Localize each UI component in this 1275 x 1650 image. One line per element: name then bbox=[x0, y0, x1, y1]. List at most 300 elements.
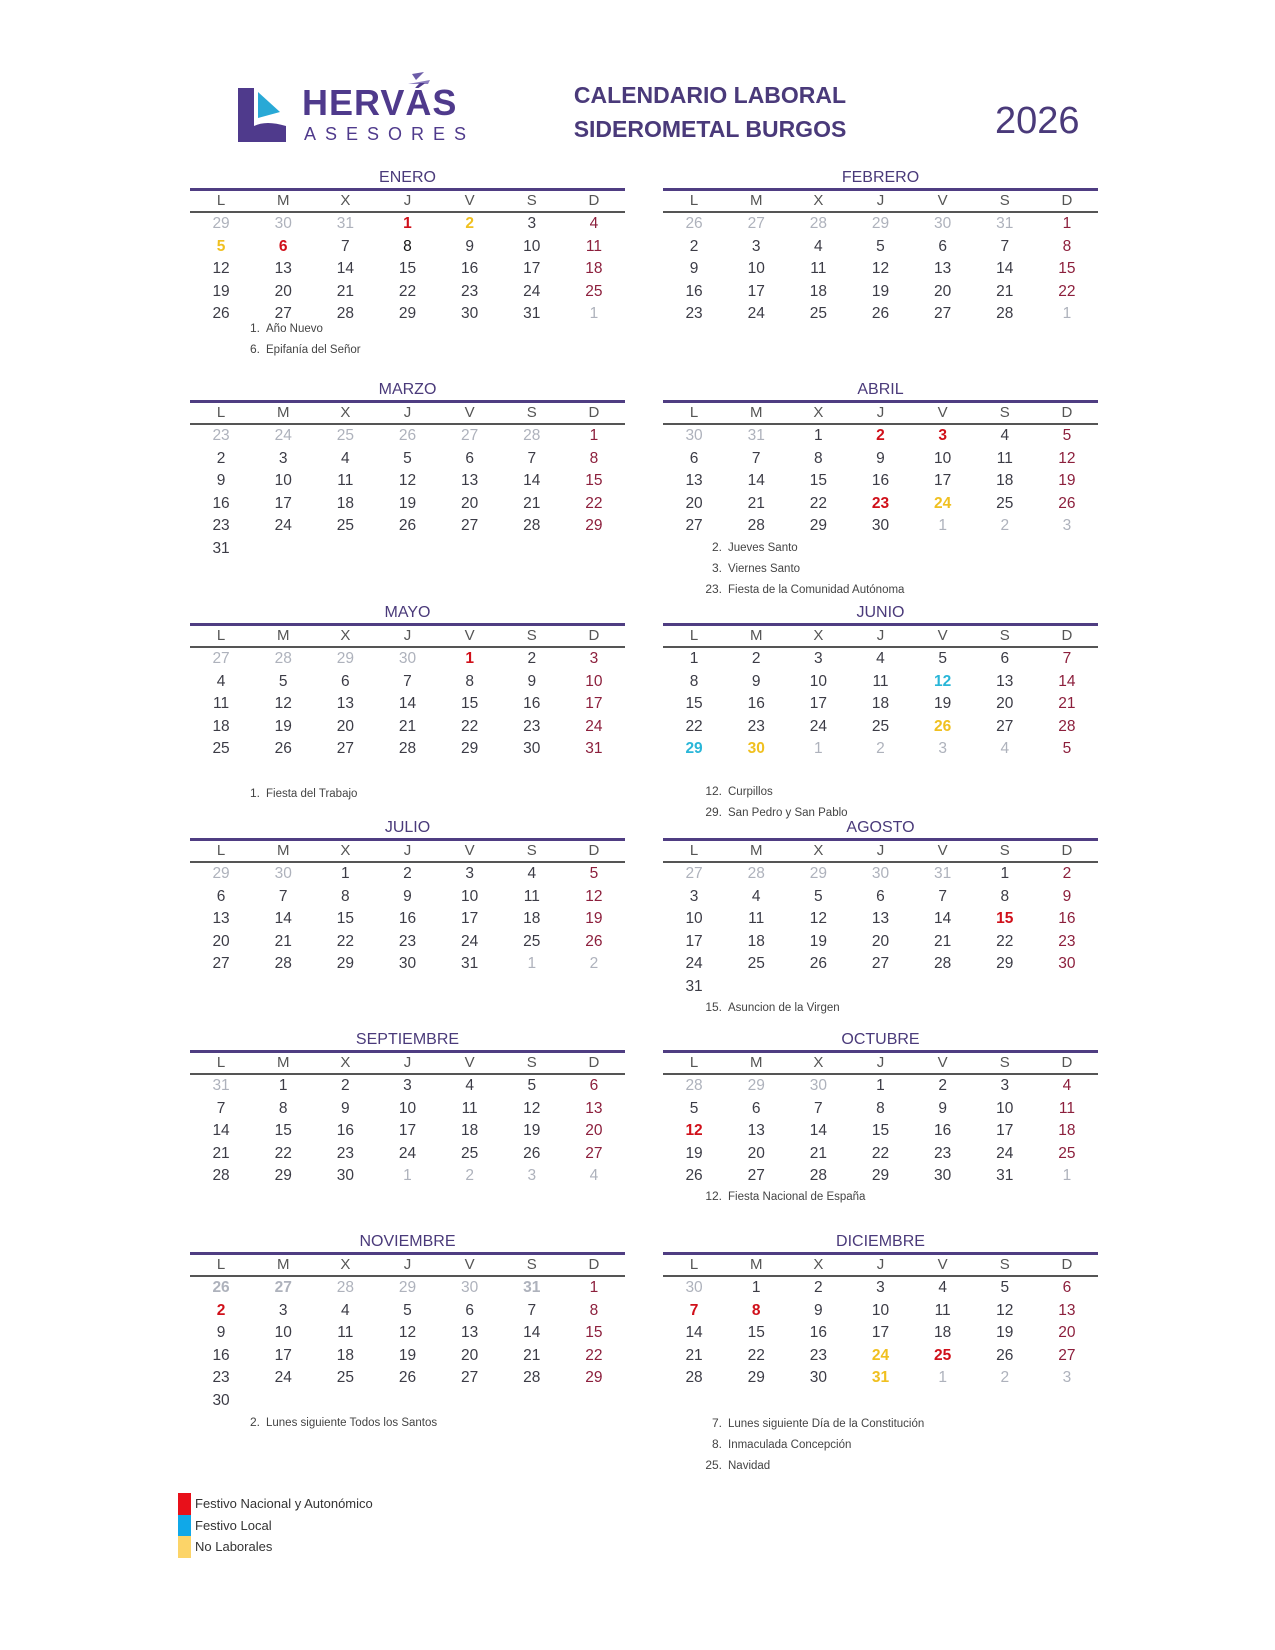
day-cell: 18 bbox=[336, 1346, 354, 1364]
day-cell: 26 bbox=[398, 427, 417, 444]
day-cell: 22 bbox=[871, 1144, 890, 1162]
day-cell: 5 bbox=[876, 237, 885, 255]
week-row bbox=[663, 281, 1098, 304]
day-cell: 11 bbox=[461, 1099, 478, 1117]
day-cell: 14 bbox=[212, 1122, 230, 1139]
day-cell: 4 bbox=[751, 887, 761, 905]
day-cell: 12 bbox=[523, 1099, 541, 1117]
weekday-header bbox=[190, 188, 625, 213]
weekday-label: S bbox=[526, 1054, 537, 1071]
day-cell: 18 bbox=[809, 282, 827, 300]
day-cell: 24 bbox=[934, 494, 952, 512]
day-cell: 12 bbox=[871, 260, 890, 277]
day-cell: 17 bbox=[523, 260, 541, 277]
day-cell: 27 bbox=[212, 650, 230, 667]
day-cell: 6 bbox=[751, 1099, 761, 1117]
day-cell: 18 bbox=[934, 1324, 952, 1341]
day-cell: 13 bbox=[461, 1324, 479, 1341]
weekday-header bbox=[663, 1050, 1098, 1075]
week-row bbox=[663, 515, 1098, 538]
weekday-label: L bbox=[689, 1256, 699, 1273]
week-row bbox=[190, 886, 625, 909]
day-cell: 15 bbox=[809, 472, 827, 489]
day-cell: 29 bbox=[336, 650, 354, 667]
day-cell: 27 bbox=[585, 1144, 603, 1162]
day-cell: 30 bbox=[398, 650, 417, 667]
day-cell: 21 bbox=[212, 1144, 230, 1162]
day-cell: 11 bbox=[337, 472, 354, 489]
day-cell bbox=[849, 976, 911, 999]
day-cell: 11 bbox=[523, 887, 540, 905]
day-cell: 17 bbox=[809, 695, 827, 712]
week-row bbox=[663, 1165, 1098, 1188]
day-cell: 28 bbox=[1058, 717, 1076, 735]
weekday-label: J bbox=[403, 1054, 412, 1071]
day-cell: 7 bbox=[689, 1301, 699, 1319]
day-cell: 3 bbox=[876, 1279, 885, 1296]
day-cell: 9 bbox=[527, 672, 537, 690]
day-cell: 26 bbox=[523, 1144, 541, 1162]
day-cell: 19 bbox=[1058, 472, 1076, 489]
day-cell: 30 bbox=[685, 427, 703, 444]
day-cell: 18 bbox=[461, 1122, 479, 1139]
day-cell: 31 bbox=[934, 865, 952, 882]
day-cell: 16 bbox=[934, 1122, 952, 1139]
weekday-label: X bbox=[813, 1054, 824, 1071]
weekday-header bbox=[663, 838, 1098, 863]
day-cell: 27 bbox=[336, 740, 354, 757]
day-cell: 1 bbox=[814, 427, 823, 444]
day-cell: 9 bbox=[216, 472, 226, 489]
day-cell: 19 bbox=[996, 1324, 1014, 1341]
day-cell: 22 bbox=[685, 717, 703, 735]
weekday-label: M bbox=[276, 1256, 290, 1273]
day-cell: 6 bbox=[341, 672, 350, 690]
holiday-notes bbox=[228, 1412, 437, 1433]
day-cell: 8 bbox=[876, 1099, 885, 1117]
holiday-note: 25. Navidad bbox=[705, 1458, 771, 1472]
day-cell: 31 bbox=[685, 977, 703, 995]
day-cell: 2 bbox=[751, 650, 761, 667]
day-cell: 24 bbox=[274, 1369, 292, 1386]
weekday-label: L bbox=[689, 404, 699, 421]
weekday-label: X bbox=[340, 627, 351, 644]
day-cell: 23 bbox=[1058, 932, 1076, 950]
day-cell: 11 bbox=[337, 1324, 354, 1341]
month-agosto bbox=[663, 818, 1098, 998]
day-cell: 2 bbox=[938, 1077, 947, 1094]
weekday-label: L bbox=[216, 1256, 226, 1273]
day-cell: 16 bbox=[212, 1346, 230, 1364]
day-cell: 4 bbox=[341, 1301, 350, 1319]
day-cell: 3 bbox=[1062, 1369, 1072, 1386]
day-cell bbox=[563, 1390, 625, 1413]
day-cell: 13 bbox=[212, 910, 230, 927]
day-cell: 10 bbox=[585, 672, 603, 690]
weekday-label: D bbox=[1061, 192, 1073, 209]
day-cell: 14 bbox=[523, 1324, 541, 1341]
day-cell: 19 bbox=[871, 282, 890, 300]
day-cell: 14 bbox=[274, 910, 292, 927]
week-row bbox=[663, 1098, 1098, 1121]
weekday-label: J bbox=[876, 1054, 885, 1071]
day-cell: 3 bbox=[938, 427, 947, 444]
day-cell: 6 bbox=[876, 887, 885, 905]
weekday-label: L bbox=[216, 192, 226, 209]
week-row bbox=[190, 448, 625, 471]
day-cell: 29 bbox=[747, 1077, 765, 1094]
day-cell: 26 bbox=[398, 517, 417, 534]
day-cell: 5 bbox=[689, 1099, 699, 1117]
day-cell: 29 bbox=[585, 517, 603, 534]
day-cell: 16 bbox=[685, 282, 703, 300]
weekday-label: X bbox=[813, 404, 824, 421]
weekday-label: D bbox=[588, 842, 600, 859]
day-cell: 16 bbox=[1058, 910, 1076, 927]
day-cell: 30 bbox=[212, 1391, 230, 1409]
holiday-note: 1. Fiesta del Trabajo bbox=[249, 786, 358, 800]
weekday-label: X bbox=[813, 842, 824, 859]
day-cell: 17 bbox=[996, 1122, 1014, 1139]
day-cell: 30 bbox=[461, 1279, 479, 1296]
day-cell: 26 bbox=[212, 305, 230, 322]
month-name: MAYO bbox=[384, 604, 431, 621]
day-cell: 10 bbox=[461, 887, 479, 905]
day-cell: 4 bbox=[465, 1077, 474, 1094]
weekday-label: D bbox=[588, 404, 600, 421]
swatch-yellow-icon bbox=[178, 1536, 191, 1558]
day-cell: 9 bbox=[689, 260, 699, 277]
weekday-label: D bbox=[588, 627, 600, 644]
holiday-note: 12. Curpillos bbox=[705, 784, 773, 798]
weekday-label: V bbox=[464, 1054, 475, 1071]
day-cell: 5 bbox=[589, 865, 599, 882]
week-row bbox=[663, 493, 1098, 516]
day-cell: 19 bbox=[809, 932, 827, 950]
month-name: DICIEMBRE bbox=[836, 1233, 925, 1250]
day-cell: 29 bbox=[871, 1167, 890, 1184]
day-cell: 8 bbox=[341, 887, 350, 905]
day-cell: 14 bbox=[336, 260, 354, 277]
day-cell: 17 bbox=[274, 1346, 292, 1364]
day-cell: 28 bbox=[274, 955, 292, 972]
day-cell: 26 bbox=[212, 1279, 230, 1296]
day-cell: 22 bbox=[1058, 282, 1076, 300]
weekday-label: L bbox=[216, 627, 226, 644]
day-cell: 16 bbox=[809, 1324, 827, 1341]
day-cell: 7 bbox=[341, 237, 350, 255]
day-cell: 31 bbox=[871, 1369, 890, 1386]
day-cell: 30 bbox=[934, 1167, 952, 1184]
day-cell: 27 bbox=[274, 305, 292, 322]
day-cell: 4 bbox=[1062, 1077, 1072, 1094]
day-cell: 1 bbox=[589, 1279, 599, 1296]
day-cell: 25 bbox=[336, 1369, 354, 1386]
brand-subtitle: ASESORES bbox=[304, 124, 476, 144]
day-cell: 25 bbox=[809, 305, 827, 322]
week-row bbox=[190, 648, 625, 671]
weekday-label: S bbox=[526, 192, 537, 209]
day-cell: 12 bbox=[585, 887, 603, 905]
day-cell: 16 bbox=[212, 494, 230, 512]
day-cell: 30 bbox=[274, 215, 292, 232]
day-cell: 28 bbox=[274, 650, 292, 667]
weekday-label: J bbox=[403, 192, 412, 209]
month-junio bbox=[663, 603, 1098, 761]
day-cell: 13 bbox=[336, 695, 354, 712]
weekday-header bbox=[190, 1252, 625, 1277]
weekday-label: V bbox=[937, 404, 948, 421]
day-cell: 24 bbox=[809, 717, 827, 735]
day-cell: 4 bbox=[814, 237, 823, 255]
day-cell: 26 bbox=[685, 215, 703, 232]
weekday-label: V bbox=[937, 627, 948, 644]
day-cell: 8 bbox=[689, 672, 699, 690]
day-cell: 23 bbox=[747, 717, 765, 735]
week-row bbox=[663, 738, 1098, 761]
day-cell: 15 bbox=[398, 260, 417, 277]
day-cell: 11 bbox=[585, 237, 602, 255]
day-cell: 27 bbox=[461, 427, 479, 444]
day-cell: 1 bbox=[689, 650, 699, 667]
weekday-label: D bbox=[1061, 1256, 1073, 1273]
day-cell: 15 bbox=[685, 695, 703, 712]
day-cell: 2 bbox=[527, 650, 537, 667]
day-cell: 22 bbox=[996, 932, 1014, 950]
week-row bbox=[190, 931, 625, 954]
day-cell: 1 bbox=[465, 650, 474, 667]
day-cell: 18 bbox=[996, 472, 1014, 489]
day-cell: 5 bbox=[1062, 740, 1072, 757]
day-cell: 28 bbox=[747, 865, 765, 882]
day-cell: 14 bbox=[685, 1324, 703, 1341]
day-cell: 13 bbox=[1058, 1301, 1076, 1319]
holiday-notes bbox=[690, 1413, 924, 1476]
day-cell: 16 bbox=[523, 695, 541, 712]
day-cell: 3 bbox=[751, 237, 761, 255]
day-cell: 25 bbox=[1058, 1144, 1076, 1162]
month-name: MARZO bbox=[378, 381, 437, 398]
day-cell: 1 bbox=[403, 1167, 412, 1184]
week-row bbox=[190, 1075, 625, 1098]
day-cell: 2 bbox=[465, 215, 474, 232]
day-cell: 1 bbox=[1062, 305, 1072, 322]
weekday-label: V bbox=[937, 842, 948, 859]
day-cell: 31 bbox=[523, 305, 541, 322]
day-cell: 14 bbox=[398, 695, 417, 712]
week-row bbox=[190, 671, 625, 694]
week-row bbox=[663, 258, 1098, 281]
day-cell: 29 bbox=[274, 1167, 292, 1184]
month-name: AGOSTO bbox=[846, 819, 915, 836]
week-row bbox=[663, 1120, 1098, 1143]
day-cell: 12 bbox=[398, 1324, 417, 1341]
weekday-label: S bbox=[999, 1054, 1010, 1071]
day-cell: 24 bbox=[996, 1144, 1014, 1162]
day-cell: 26 bbox=[934, 717, 952, 735]
day-cell: 6 bbox=[278, 237, 288, 255]
holiday-notes bbox=[228, 783, 357, 804]
day-cell: 14 bbox=[747, 472, 765, 489]
weekday-header bbox=[663, 188, 1098, 213]
day-cell: 3 bbox=[403, 1077, 412, 1094]
weekday-header bbox=[663, 400, 1098, 425]
day-cell: 31 bbox=[461, 955, 479, 972]
week-row bbox=[190, 953, 625, 976]
day-cell: 29 bbox=[809, 517, 827, 534]
day-cell: 21 bbox=[747, 494, 765, 512]
week-row bbox=[663, 425, 1098, 448]
weekday-label: L bbox=[216, 1054, 226, 1071]
day-cell: 15 bbox=[585, 1324, 603, 1341]
day-cell: 6 bbox=[689, 449, 699, 467]
day-cell: 3 bbox=[278, 1301, 288, 1319]
day-cell: 15 bbox=[274, 1122, 292, 1139]
day-cell: 28 bbox=[523, 517, 541, 534]
day-cell: 30 bbox=[461, 305, 479, 322]
day-cell: 23 bbox=[212, 517, 230, 534]
day-cell: 7 bbox=[1062, 650, 1072, 667]
weekday-label: V bbox=[464, 627, 475, 644]
day-cell: 23 bbox=[523, 717, 541, 735]
day-cell: 21 bbox=[274, 932, 292, 950]
day-cell: 30 bbox=[809, 1369, 827, 1386]
day-cell: 9 bbox=[876, 449, 885, 467]
weekday-label: S bbox=[999, 1256, 1010, 1273]
day-cell: 8 bbox=[403, 237, 412, 255]
weekday-label: J bbox=[403, 842, 412, 859]
week-row bbox=[190, 1143, 625, 1166]
weekday-label: J bbox=[403, 404, 412, 421]
day-cell: 7 bbox=[216, 1099, 226, 1117]
day-cell: 30 bbox=[934, 215, 952, 232]
weekday-label: M bbox=[276, 1054, 290, 1071]
day-cell: 25 bbox=[934, 1346, 952, 1364]
day-cell: 20 bbox=[336, 717, 354, 735]
day-cell: 31 bbox=[996, 1167, 1014, 1184]
day-cell: 19 bbox=[274, 717, 292, 735]
weekday-label: S bbox=[526, 627, 537, 644]
weekday-label: J bbox=[403, 627, 412, 644]
day-cell: 11 bbox=[934, 1301, 951, 1319]
week-row bbox=[663, 1345, 1098, 1368]
day-cell: 28 bbox=[336, 305, 354, 322]
day-cell: 14 bbox=[523, 472, 541, 489]
day-cell: 23 bbox=[934, 1144, 952, 1162]
month-name: ABRIL bbox=[857, 381, 904, 398]
holiday-note: 7. Lunes siguiente Día de la Constitución bbox=[711, 1416, 925, 1430]
legend-item-festivo-nacional: Festivo Nacional y Autonómico bbox=[178, 1493, 373, 1515]
year-label: 2026 bbox=[995, 100, 1080, 142]
day-cell: 23 bbox=[809, 1346, 827, 1364]
week-row bbox=[663, 863, 1098, 886]
day-cell: 23 bbox=[871, 494, 890, 512]
day-cell: 5 bbox=[403, 449, 412, 467]
day-cell bbox=[376, 538, 438, 561]
week-row bbox=[663, 671, 1098, 694]
day-cell: 29 bbox=[747, 1369, 765, 1386]
day-cell bbox=[439, 1390, 501, 1413]
day-cell: 15 bbox=[996, 910, 1014, 927]
day-cell: 30 bbox=[523, 740, 541, 757]
day-cell: 20 bbox=[212, 932, 230, 950]
day-cell: 10 bbox=[274, 1324, 292, 1341]
day-cell: 17 bbox=[585, 695, 603, 712]
day-cell: 27 bbox=[212, 955, 230, 972]
day-cell: 2 bbox=[341, 1077, 350, 1094]
day-cell: 28 bbox=[747, 517, 765, 534]
day-cell: 2 bbox=[876, 740, 885, 757]
day-cell: 8 bbox=[465, 672, 474, 690]
day-cell: 8 bbox=[589, 1301, 599, 1319]
weekday-header bbox=[190, 623, 625, 648]
week-row bbox=[190, 1120, 625, 1143]
day-cell: 26 bbox=[398, 1369, 417, 1386]
day-cell: 1 bbox=[589, 305, 599, 322]
weekday-label: L bbox=[689, 192, 699, 209]
day-cell: 28 bbox=[523, 1369, 541, 1386]
day-cell: 20 bbox=[1058, 1324, 1076, 1341]
weekday-label: M bbox=[276, 192, 290, 209]
day-cell: 26 bbox=[996, 1346, 1014, 1364]
day-cell: 10 bbox=[934, 449, 952, 467]
day-cell: 25 bbox=[747, 955, 765, 972]
day-cell: 23 bbox=[398, 932, 417, 950]
weekday-label: D bbox=[1061, 842, 1073, 859]
weekday-label: D bbox=[588, 1054, 600, 1071]
day-cell: 19 bbox=[685, 1144, 703, 1162]
day-cell: 6 bbox=[938, 237, 947, 255]
day-cell: 28 bbox=[398, 740, 417, 757]
day-cell: 29 bbox=[996, 955, 1014, 972]
month-name: JUNIO bbox=[856, 604, 905, 621]
month-mayo bbox=[190, 603, 625, 761]
weekday-label: J bbox=[403, 1256, 412, 1273]
day-cell: 17 bbox=[871, 1324, 890, 1341]
day-cell: 24 bbox=[747, 305, 765, 322]
day-cell: 14 bbox=[809, 1122, 827, 1139]
day-cell: 10 bbox=[523, 237, 541, 255]
day-cell: 26 bbox=[1058, 494, 1076, 512]
day-cell: 27 bbox=[461, 1369, 479, 1386]
day-cell: 26 bbox=[585, 932, 603, 950]
day-cell: 13 bbox=[996, 672, 1014, 690]
day-cell: 21 bbox=[996, 282, 1014, 300]
day-cell: 12 bbox=[685, 1122, 703, 1139]
day-cell: 11 bbox=[213, 695, 230, 712]
weekday-label: X bbox=[340, 842, 351, 859]
day-cell: 24 bbox=[685, 955, 703, 972]
day-cell: 13 bbox=[274, 260, 292, 277]
month-febrero bbox=[663, 168, 1098, 326]
day-cell: 2 bbox=[689, 237, 699, 255]
day-cell: 4 bbox=[341, 449, 350, 467]
month-name: NOVIEMBRE bbox=[359, 1233, 456, 1250]
legend-item-festivo-local: Festivo Local bbox=[178, 1515, 373, 1537]
title-line-2: SIDEROMETAL BURGOS bbox=[573, 116, 847, 142]
day-cell: 2 bbox=[465, 1167, 474, 1184]
day-cell: 1 bbox=[1062, 215, 1072, 232]
day-cell: 28 bbox=[809, 1167, 827, 1184]
week-row bbox=[663, 716, 1098, 739]
day-cell: 27 bbox=[934, 305, 952, 322]
day-cell: 31 bbox=[523, 1279, 541, 1296]
weekday-label: V bbox=[464, 842, 475, 859]
month-septiembre bbox=[190, 1030, 625, 1188]
weekday-label: S bbox=[999, 627, 1010, 644]
day-cell bbox=[314, 1390, 376, 1413]
day-cell: 4 bbox=[527, 865, 537, 882]
